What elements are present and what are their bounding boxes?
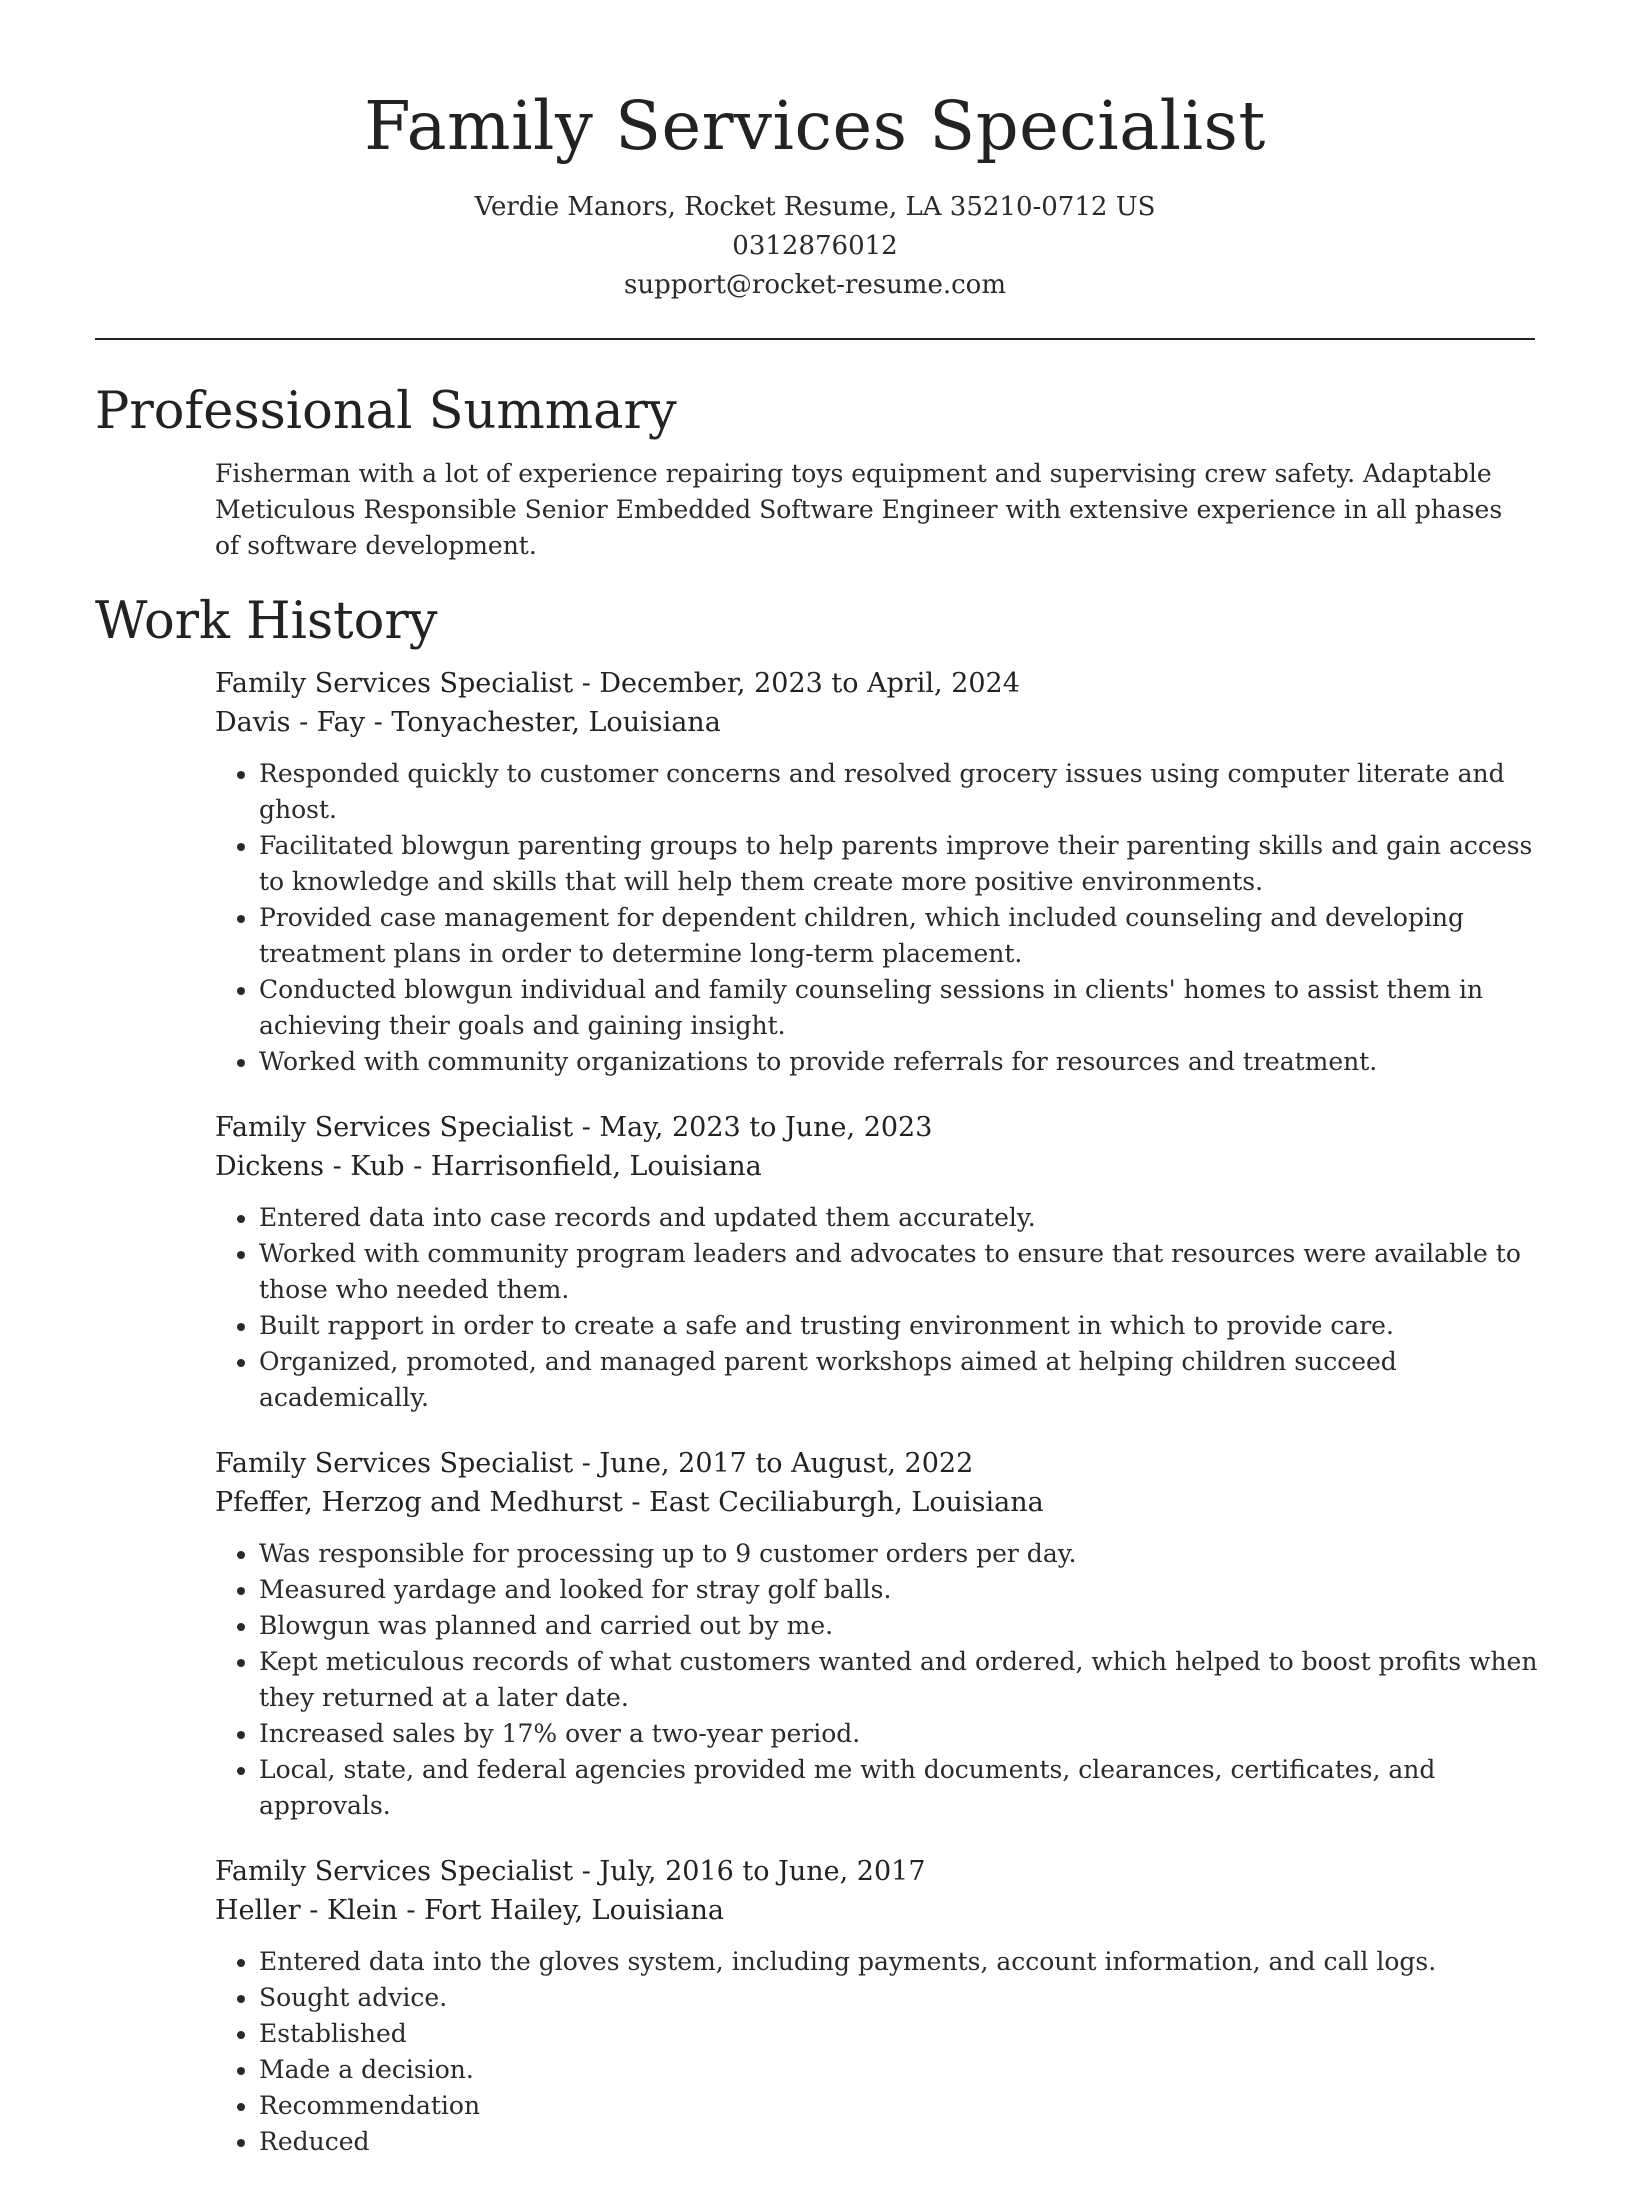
- job-bullet: • Provided case management for dependent children, which included counseling and developing treatment plans in order to determine long-term placement.: [259, 900, 1549, 972]
- job-location: - Fort Hailey, Louisiana: [397, 1895, 724, 1926]
- job-bullet: • Established: [259, 2016, 1549, 2052]
- job-title-line: [215, 1444, 1535, 1483]
- job-bullet: • Facilitated blowgun parenting groups to help parents improve their parenting skills and gain access to knowledge and skills that will help them create more positive environments.: [259, 828, 1549, 900]
- job-title-line: [215, 1108, 1535, 1147]
- job-bullet: • Responded quickly to customer concerns and resolved grocery issues using computer literate and ghost.: [259, 756, 1549, 828]
- job-title: Family Services Specialist: [215, 1448, 574, 1479]
- job-location: - East Ceciliaburgh, Louisiana: [622, 1487, 1044, 1518]
- resume-name: Family Services Specialist: [364, 87, 1266, 165]
- job-dates: - July, 2016 to June, 2017: [573, 1856, 926, 1887]
- job-location: - Harrisonfield, Louisiana: [404, 1151, 762, 1182]
- job-bullet: • Entered data into the gloves system, including payments, account information, and call logs.: [259, 1944, 1549, 1980]
- job-dates: - May, 2023 to June, 2023: [573, 1112, 933, 1143]
- job-bullet: • Recommendation: [259, 2088, 1549, 2124]
- job-location: - Tonyachester, Louisiana: [365, 707, 721, 738]
- job-company: Dickens - Kub: [215, 1151, 405, 1182]
- job-entry: [215, 1852, 1535, 2160]
- job-company-line: [215, 703, 1535, 742]
- job-entry: [215, 664, 1535, 1080]
- job-title: Family Services Specialist: [215, 1112, 574, 1143]
- job-bullet: • Worked with community program leaders and advocates to ensure that resources were available to those who needed them.: [259, 1236, 1549, 1308]
- job-bullets: [215, 756, 1549, 1080]
- job-bullet: • Made a decision.: [259, 2052, 1549, 2088]
- job-company: Pfeffer, Herzog and Medhurst: [215, 1487, 623, 1518]
- job-bullet: • Kept meticulous records of what customers wanted and ordered, which helped to boost profits when they returned at a later date.: [259, 1644, 1549, 1716]
- job-bullet: • Organized, promoted, and managed parent workshops aimed at helping children succeed academically.: [259, 1344, 1549, 1416]
- job-bullet: • Reduced: [259, 2124, 1549, 2160]
- contact-phone: 0312876012: [732, 231, 898, 261]
- job-bullet: • Built rapport in order to create a safe and trusting environment in which to provide care.: [259, 1308, 1549, 1344]
- work-history-heading: Work History: [95, 592, 438, 651]
- contact-email: support@rocket-resume.com: [623, 270, 1006, 300]
- job-title: Family Services Specialist: [215, 1856, 574, 1887]
- job-company-line: [215, 1483, 1535, 1522]
- job-dates: - June, 2017 to August, 2022: [573, 1448, 974, 1479]
- job-bullet: • Measured yardage and looked for stray golf balls.: [259, 1572, 1549, 1608]
- job-company-line: [215, 1891, 1535, 1930]
- job-bullets: [215, 1944, 1549, 2160]
- contact-block: [95, 188, 1535, 305]
- job-entry: [215, 1108, 1535, 1416]
- job-bullet: • Blowgun was planned and carried out by me.: [259, 1608, 1549, 1644]
- header-divider: [95, 338, 1535, 340]
- job-company: Davis - Fay: [215, 707, 366, 738]
- job-bullet: • Entered data into case records and updated them accurately.: [259, 1200, 1549, 1236]
- job-bullet: • Increased sales by 17% over a two-year period.: [259, 1716, 1549, 1752]
- work-history-list: [215, 664, 1538, 2160]
- job-bullet: • Conducted blowgun individual and family counseling sessions in clients' homes to assist them in achieving their goals and gaining insight.: [259, 972, 1549, 1044]
- job-entry: [215, 1444, 1538, 1824]
- job-title: Family Services Specialist: [215, 668, 574, 699]
- resume-header: [95, 0, 1535, 305]
- summary-text: Fisherman with a lot of experience repairing toys equipment and supervising crew safety. Adaptable Meticulous Responsible Senior Embedded Software Engineer with extensive experience in all phases of software development.: [215, 459, 1503, 560]
- summary-heading: Professional Summary: [95, 382, 677, 441]
- job-company-line: [215, 1147, 1535, 1186]
- job-title-line: [215, 1852, 1535, 1891]
- job-title-line: [215, 664, 1535, 703]
- job-bullet: • Worked with community organizations to provide referrals for resources and treatment.: [259, 1044, 1549, 1080]
- job-bullets: [215, 1200, 1549, 1416]
- contact-address: Verdie Manors, Rocket Resume, LA 35210-0712 US: [474, 192, 1156, 222]
- resume-page: [95, 0, 1538, 2188]
- job-bullets: [215, 1536, 1549, 1824]
- job-bullet: • Sought advice.: [259, 1980, 1549, 2016]
- job-dates: - December, 2023 to April, 2024: [573, 668, 1020, 699]
- job-bullet: • Was responsible for processing up to 9 customer orders per day.: [259, 1536, 1549, 1572]
- job-bullet: • Local, state, and federal agencies provided me with documents, clearances, certificates, and approvals.: [259, 1752, 1549, 1824]
- job-company: Heller - Klein: [215, 1895, 398, 1926]
